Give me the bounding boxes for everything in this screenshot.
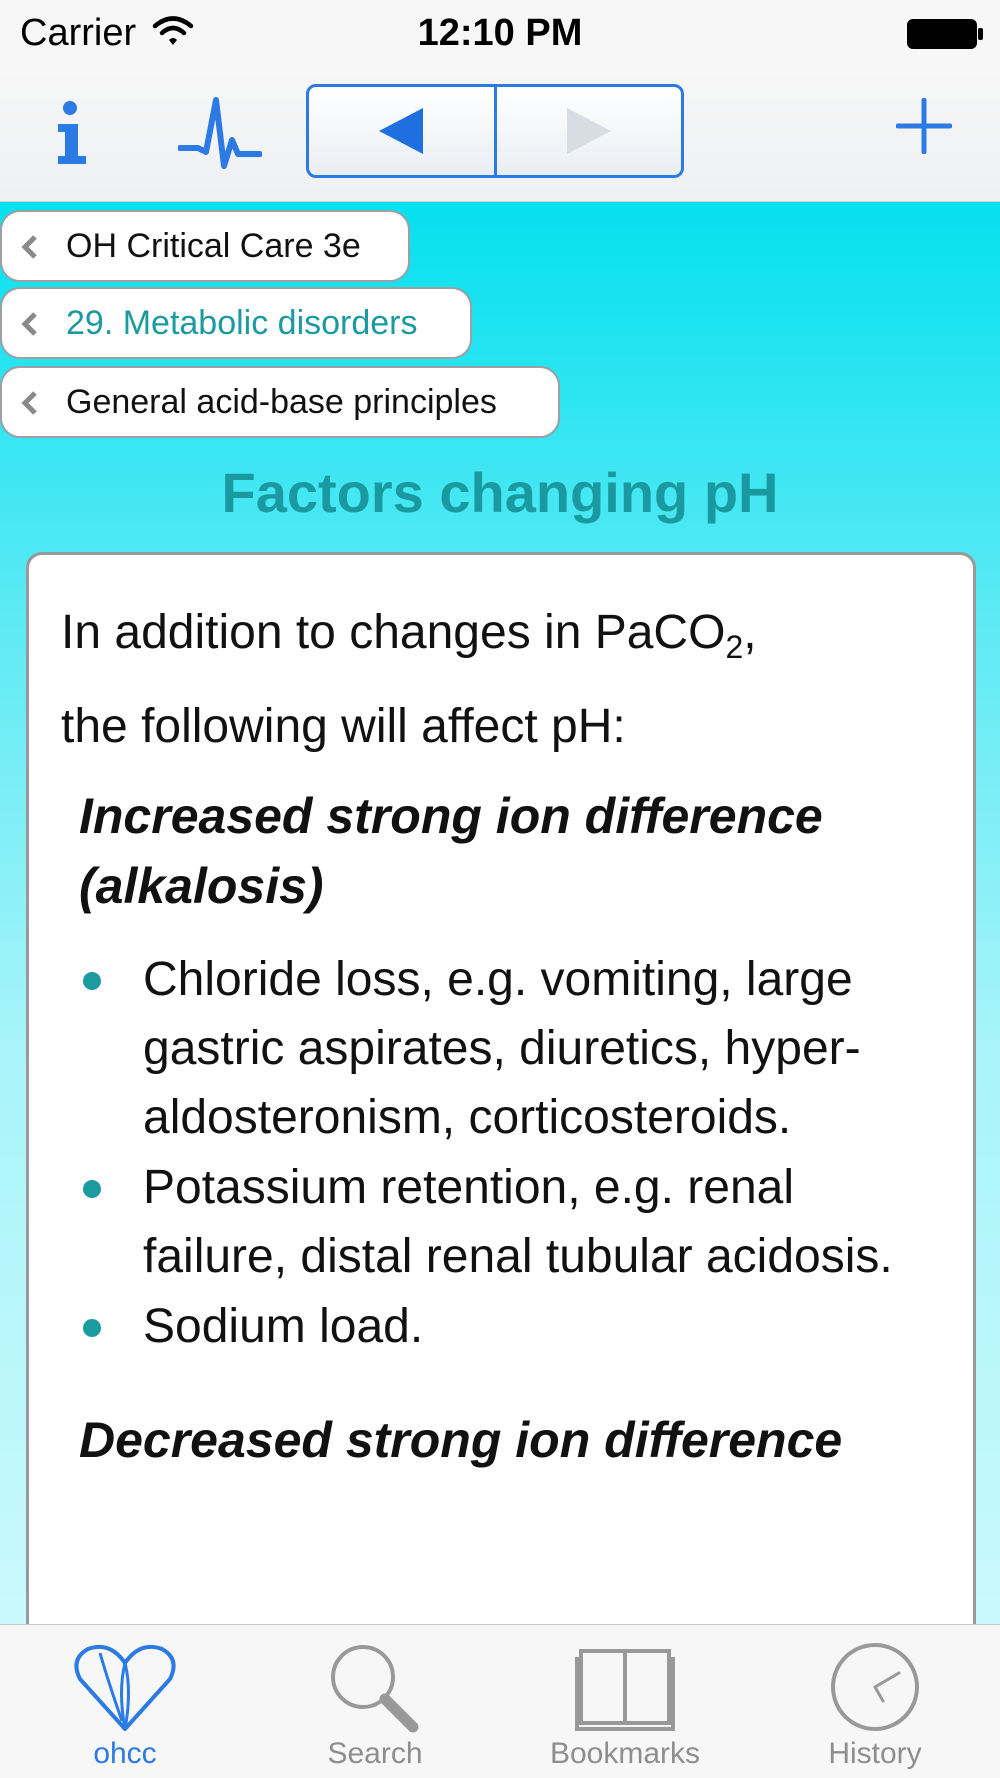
breadcrumb-label: 29. Metabolic disorders xyxy=(66,303,418,342)
tab-label: Search xyxy=(327,1737,423,1770)
content-area xyxy=(0,202,1000,1624)
section-heading: Decreased strong ion difference xyxy=(79,1412,843,1468)
history-navigation-control xyxy=(306,84,684,178)
page-title: Factors changing pH xyxy=(221,461,779,524)
tab-label: Bookmarks xyxy=(549,1737,701,1770)
pulse-icon[interactable] xyxy=(178,96,262,170)
carrier-label: Carrier xyxy=(20,12,137,54)
list-item: Sodium load. xyxy=(79,1292,939,1361)
article-card xyxy=(26,552,976,1624)
bullet-dot xyxy=(83,1319,101,1337)
list-item: Potassium retention, e.g. renal failure, distal renal tubular acidosis. xyxy=(79,1153,939,1291)
chevron-left-icon xyxy=(20,311,40,337)
breadcrumb-chapter[interactable] xyxy=(0,287,472,359)
section-heading: Increased strong ion difference (alkalosis) xyxy=(79,788,823,914)
toolbar xyxy=(0,68,1000,202)
bullet-dot xyxy=(83,972,101,990)
tab-bar xyxy=(0,1624,1000,1778)
breadcrumb-section[interactable] xyxy=(0,366,560,438)
status-bar xyxy=(0,0,1000,68)
forward-button[interactable] xyxy=(494,87,682,175)
breadcrumb-label: OH Critical Care 3e xyxy=(66,226,361,265)
clock-icon xyxy=(825,1641,925,1733)
tab-label: History xyxy=(828,1737,922,1770)
intro-text: In addition to changes in PaCO$_2$, the following will affect pH: xyxy=(61,606,757,753)
book-icon xyxy=(575,1641,675,1733)
status-time: 12:10 PM xyxy=(417,12,583,54)
bullet-list xyxy=(79,945,939,1361)
tab-search[interactable] xyxy=(250,1625,500,1778)
search-icon xyxy=(325,1641,425,1733)
info-icon[interactable] xyxy=(52,98,92,168)
tab-bookmarks[interactable] xyxy=(500,1625,750,1778)
battery-icon xyxy=(906,18,984,50)
chevron-left-icon xyxy=(20,390,40,416)
back-arrow-icon xyxy=(377,106,425,156)
bullet-dot xyxy=(83,1180,101,1198)
forward-arrow-icon xyxy=(565,106,613,156)
plus-icon[interactable] xyxy=(896,98,952,154)
list-item: Chloride loss, e.g. vomiting, large gastric aspirates, diuretics, hyper-aldosteronism, corticosteroids. xyxy=(79,945,939,1152)
tab-label: ohcc xyxy=(93,1737,157,1770)
tab-history[interactable] xyxy=(750,1625,1000,1778)
tab-ohcc[interactable] xyxy=(0,1625,250,1778)
back-button[interactable] xyxy=(309,87,494,175)
heart-icon xyxy=(70,1641,180,1733)
chevron-left-icon xyxy=(20,234,40,260)
breadcrumb-label: General acid-base principles xyxy=(66,382,497,421)
breadcrumb-book[interactable] xyxy=(0,210,410,282)
